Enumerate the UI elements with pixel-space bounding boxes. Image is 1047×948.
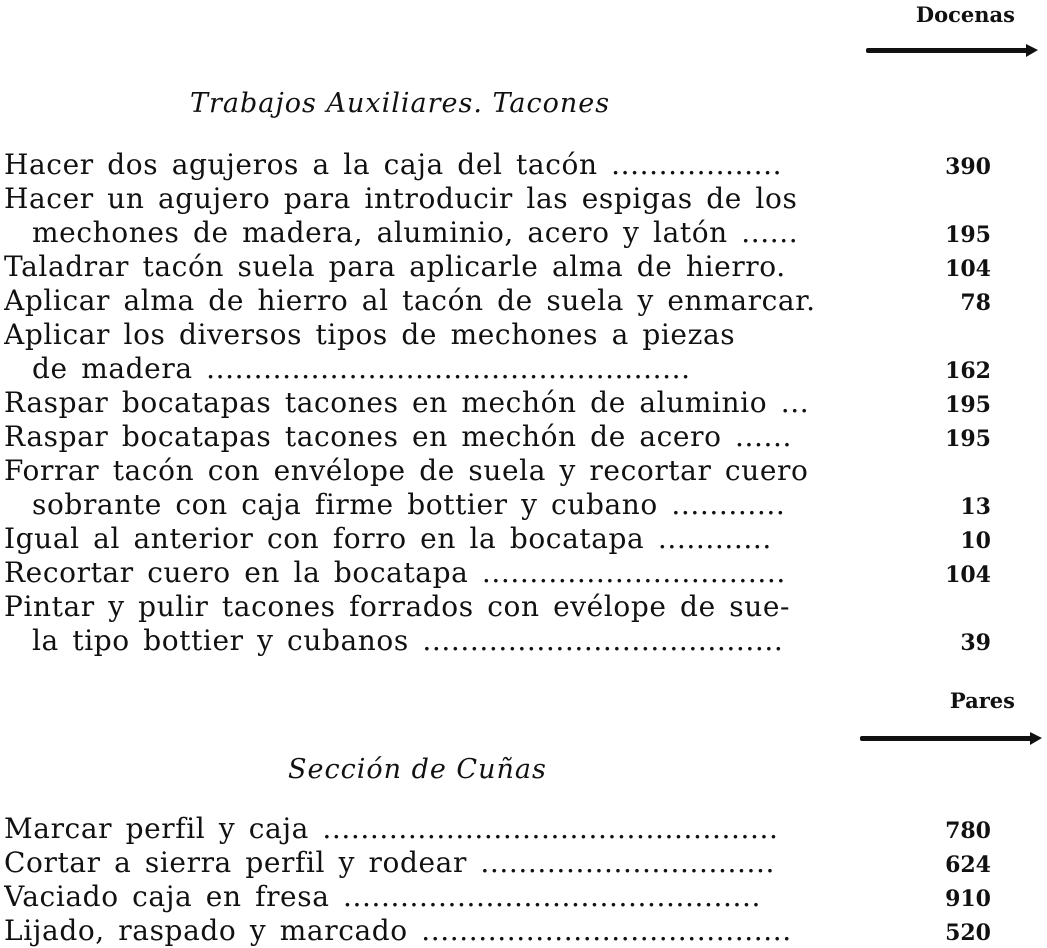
item-line: Igual al anterior con forro en la bocatapa ............: [4, 522, 772, 555]
list-item: [4, 148, 1044, 182]
list-tacones: [4, 148, 1044, 658]
header-rule-1: [866, 48, 1034, 53]
item-value: 780: [945, 818, 991, 844]
item-line: sobrante con caja firme bottier y cubano ............: [32, 488, 786, 521]
item-text: [4, 250, 862, 284]
item-line: Aplicar los diversos tipos de mechones a piezas: [4, 318, 736, 351]
item-value: 195: [945, 222, 991, 248]
unit-label-docenas: Docenas: [915, 2, 1015, 27]
item-text: [4, 182, 862, 250]
item-line: Pintar y pulir tacones forrados con evélope de sue-: [4, 590, 791, 623]
item-line: Forrar tacón con envélope de suela y recortar cuero: [4, 454, 809, 487]
item-line: Vaciado caja en fresa ............................................: [4, 880, 762, 913]
item-value: 195: [945, 392, 991, 418]
list-item: [4, 590, 1044, 658]
item-value: 910: [945, 886, 991, 912]
item-value: 162: [945, 358, 991, 384]
item-text: [4, 522, 862, 556]
item-text: [4, 148, 862, 182]
item-line: Raspar bocatapas tacones en mechón de aluminio ...: [4, 386, 810, 419]
item-line: Recortar cuero en la bocatapa ................................: [4, 556, 786, 589]
item-line: Hacer dos agujeros a la caja del tacón ..................: [4, 148, 783, 181]
item-text: [4, 812, 862, 846]
item-text: [4, 386, 862, 420]
list-item: [4, 250, 1044, 284]
item-value: 520: [945, 920, 991, 946]
list-item: [4, 420, 1044, 454]
item-text: [4, 914, 862, 948]
header-rule-2: [860, 736, 1038, 741]
section-title-cunas: Sección de Cuñas: [288, 754, 547, 785]
item-value: 10: [960, 528, 991, 554]
list-item: [4, 880, 1044, 914]
item-value: 13: [960, 494, 991, 520]
item-text: [4, 880, 862, 914]
item-line: Hacer un agujero para introducir las espigas de los: [4, 182, 798, 215]
item-value: 78: [960, 290, 991, 316]
item-line: Lijado, raspado y marcado .......................................: [4, 914, 792, 947]
list-item: [4, 386, 1044, 420]
list-cunas: [4, 812, 1044, 948]
list-item: [4, 318, 1044, 386]
item-value: 390: [945, 154, 991, 180]
item-text: [4, 846, 862, 880]
list-item: [4, 812, 1044, 846]
item-line: mechones de madera, aluminio, acero y latón ......: [32, 216, 799, 249]
list-item: [4, 182, 1044, 250]
item-line: la tipo bottier y cubanos ......................................: [32, 624, 784, 657]
item-line: Raspar bocatapas tacones en mechón de acero ......: [4, 420, 793, 453]
item-line: de madera ...................................................: [32, 352, 691, 385]
unit-label-pares: Pares: [949, 688, 1015, 713]
item-value: 104: [945, 562, 991, 588]
item-text: [4, 556, 862, 590]
list-item: [4, 522, 1044, 556]
item-value: 195: [945, 426, 991, 452]
item-line: Aplicar alma de hierro al tacón de suela y enmarcar.: [4, 284, 816, 317]
list-item: [4, 454, 1044, 522]
section-title-tacones: Trabajos Auxiliares. Tacones: [190, 88, 611, 119]
item-line: Cortar a sierra perfil y rodear ...............................: [4, 846, 775, 879]
item-value: 39: [960, 630, 991, 656]
item-text: [4, 420, 862, 454]
list-item: [4, 284, 1044, 318]
item-text: [4, 318, 862, 386]
item-line: Taladrar tacón suela para aplicarle alma de hierro.: [4, 250, 786, 283]
item-text: [4, 590, 862, 658]
item-value: 624: [945, 852, 991, 878]
list-item: [4, 556, 1044, 590]
item-line: Marcar perfil y caja ................................................: [4, 812, 779, 845]
list-item: [4, 846, 1044, 880]
item-value: 104: [945, 256, 991, 282]
item-text: [4, 454, 862, 522]
item-text: [4, 284, 862, 318]
list-item: [4, 914, 1044, 948]
